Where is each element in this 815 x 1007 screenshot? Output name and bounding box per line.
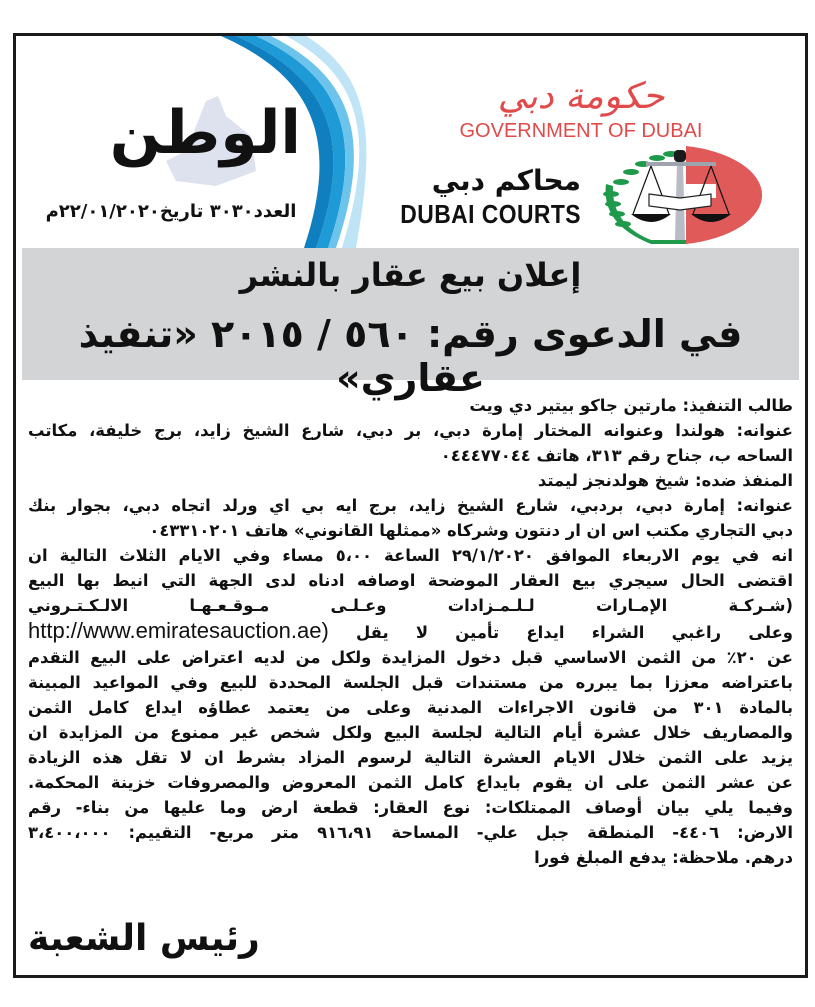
body-line: اقتضى الحال سيجري بيع العقار الموضحة اوصافه ادناه لدى الجهة التي انيط بها البيع bbox=[28, 571, 793, 590]
header bbox=[16, 36, 805, 248]
government-logo-english: GOVERNMENT OF DUBAI bbox=[459, 120, 703, 142]
notice-title: إعلان بيع عقار بالنشر bbox=[239, 256, 582, 294]
auction-website-link[interactable]: http://www.emiratesauction.ae) bbox=[28, 618, 329, 643]
body-line: عنوانه: هولندا وعنوانه المختار إمارة دبي، بر دبي، شارع الشيخ زايد، برج خليفة، مكاتب bbox=[28, 421, 793, 440]
newspaper-logo: الوطن bbox=[109, 98, 301, 168]
body-line: دبي التجاري مكتب اس ان ار دنتون وشركاه «ممثلها القانوني» هاتف ٠٤٣٣١٠٢٠١ bbox=[149, 521, 793, 540]
body-line: المنفذ ضده: شيخ هولدنجز ليمتد bbox=[537, 471, 793, 490]
case-number-title: في الدعوى رقم: ٥٦٠ / ٢٠١٥ «تنفيذ عقاري» bbox=[78, 312, 743, 400]
title-band bbox=[22, 248, 799, 400]
body-line: وفيما يلي بيان أوصاف الممتلكات: نوع العقار: قطعة ارض وما عليها من بناء- رقم bbox=[28, 798, 793, 817]
body-line: طالب التنفيذ: مارتين جاكو بيتير دي ويت bbox=[469, 396, 793, 415]
body-line: درهم. ملاحظة: يدفع المبلغ فورا bbox=[534, 848, 793, 867]
body-line: عنوانه: إمارة دبي، بردبي، شارع الشيخ زايد، برج ايه بي اي ورلد اتجاه دبي، بجوار بنك bbox=[28, 496, 793, 515]
advertisement-frame bbox=[13, 33, 808, 978]
body-line: (شـركـة الإمـارات لـلـمـزادات وعـلـى مـوقـعـهـا الالـكـتـروني bbox=[28, 596, 793, 615]
body-line: الارض: ٤٤٠٦- المنطقة جبل علي- المساحة ٩١٦،٩١ متر مربع- التقييم: ٣،٤٠٠،٠٠٠ bbox=[28, 823, 793, 842]
body-line-with-url bbox=[28, 618, 793, 645]
body-line: انه في يوم الاربعاء الموافق ٢٩/١/٢٠٢٠ الساعة ٥،٠٠ مساء وفي الايام الثلاث التالية ان bbox=[28, 546, 793, 565]
body-line: يزيد على الثمن خلال الايام العشرة التالية لرسوم المزاد بشرط ان لا تقل هذه الزيادة bbox=[28, 748, 793, 767]
body-line: باعتراضه معززا بما يبرره من مستندات قبل الجلسة المحددة للبيع وفي المواعيد المبينة bbox=[28, 673, 793, 692]
courts-name-english: DUBAI COURTS bbox=[400, 199, 581, 229]
body-line: بالمادة ٣٠١ من قانون الاجراءات المدنية وعلى من يعتمد عطاؤه ايداع كامل الثمن bbox=[28, 698, 794, 717]
issue-date: العدد٣٠٣٠ تاريخ٢٢/٠١/٢٠٢٠م bbox=[45, 201, 297, 222]
body-line: عن عشر الثمن على ان يقوم بايداع كامل الثمن المعروض والمصروفات خزينة المحكمة. bbox=[28, 773, 793, 792]
signature: رئيس الشعبة bbox=[28, 918, 260, 959]
notice-body bbox=[28, 393, 793, 870]
body-line: الساحه ب، جناح رقم ٣١٣، هاتف ٠٤٤٤٧٧٠٤٤ bbox=[440, 446, 793, 465]
government-logo-arabic: حكومة دبي bbox=[497, 76, 665, 117]
courts-name-arabic: محاكم دبي bbox=[431, 164, 581, 197]
body-line: والمصاريف خلال عشرة أيام التالية لجلسة البيع ولكل شخص غير ممنوع من المزايدة ان bbox=[28, 723, 793, 742]
scales-of-justice-icon bbox=[591, 144, 771, 246]
body-line: عن ٢٠٪ من الثمن الاساسي قبل دخول المزايدة ولكل من لديه اعتراض على البيع التقدم bbox=[28, 648, 793, 667]
body-line-text: وعلى راغبي الشراء ايداع تأمين لا يقل bbox=[356, 623, 793, 642]
